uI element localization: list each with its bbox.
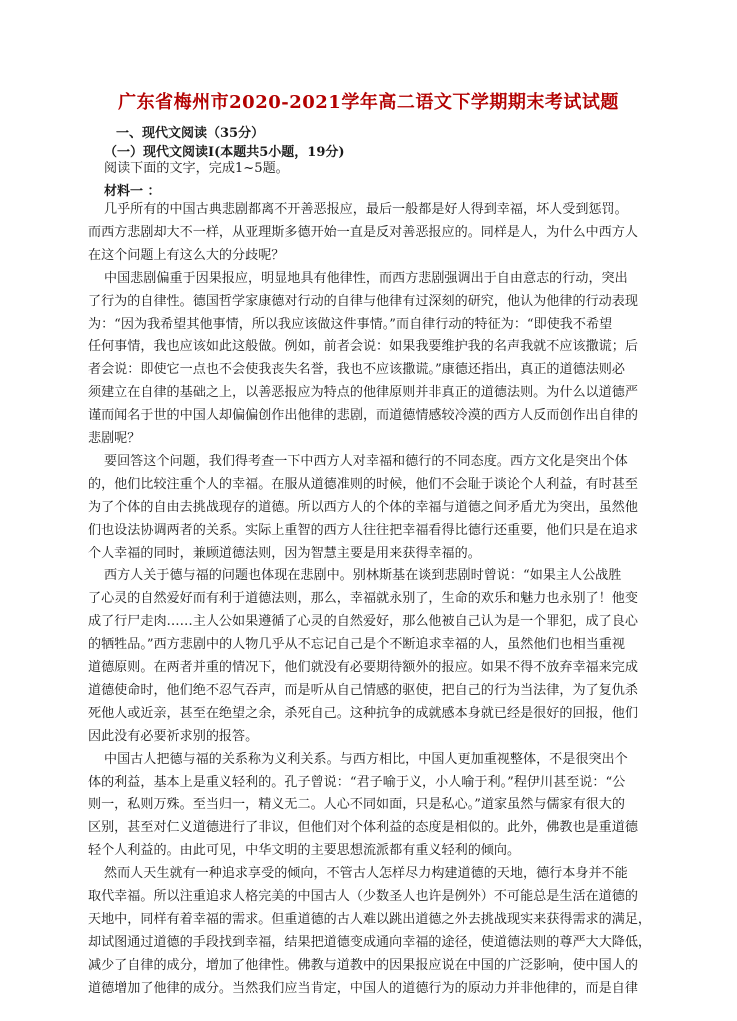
- text-line: 却试图通过道德的手段找到幸福，结果把道德变成通向幸福的途径，使道德法则的尊严大大降低，: [88, 934, 652, 950]
- text-line: 要回答这个问题，我们得考查一下中西方人对幸福和德行的不同态度。西方文化是突出个体: [104, 453, 628, 469]
- text-line: 区别，甚至对仁义道德进行了非议，但他们对个体利益的态度是相似的。此外，佛教也是重道德: [88, 820, 638, 836]
- text-line: 悲剧呢？: [88, 431, 141, 446]
- text-line: 在这个问题上有这么大的分歧呢？: [88, 247, 285, 263]
- document-title: 广东省梅州市2020-2021学年高二语文下学期期末考试试题: [118, 92, 619, 113]
- text-line: 的牺牲品。”西方悲剧中的人物几乎从不忘记自己是个不断追求幸福的人，虽然他们也相当重视: [88, 637, 625, 653]
- text-line: 几乎所有的中国古典悲剧都离不开善恶报应，最后一般都是好人得到幸福，坏人受到惩罚。: [104, 202, 628, 217]
- text-line: 减少了自律的成分，增加了他律性。佛教与道教中的因果报应说在中国的广泛影响，使中国人的: [88, 957, 638, 973]
- text-line: 轻个人利益的。由此可见，中华文明的主要思想流派都有重义轻利的倾向。: [88, 843, 521, 859]
- text-line: 道德原则。在两者并重的情况下，他们就没有必要期待额外的报应。如果不得不放弃幸福来完成: [88, 660, 638, 675]
- text-line: 西方人关于德与福的问题也体现在悲剧中。别林斯基在谈到悲剧时曾说：“如果主人公战胜: [104, 568, 622, 584]
- instruction-text: 阅读下面的文字，完成1~5题。: [104, 161, 289, 176]
- text-line: 们也设法协调两者的关系。实际上重智的西方人往往把幸福看得比德行还重要，他们只是在追求: [88, 522, 638, 538]
- text-line: 中国悲剧偏重于因果报应，明显地具有他律性，而西方悲剧强调出于自由意志的行动，突出: [104, 270, 628, 286]
- text-line: 谨而闻名于世的中国人却偏偏创作出他律的悲剧，而道德情感较冷漠的西方人反而创作出自律的: [88, 408, 638, 424]
- text-line: 者会说：即使它一点也不会使我丧失名誉，我也不应该撒谎。”康德还指出，真正的道德法则必: [88, 362, 625, 378]
- text-line: 死他人或近亲，甚至在绝望之余，杀死自己。这种抗争的成就感本身就已经是很好的回报，他们: [88, 705, 638, 721]
- text-line: 了心灵的自然爱好而有利于道德法则，那么，幸福就永别了，生命的欢乐和魅力也永别了！他变: [88, 591, 638, 607]
- text-line: 因此没有必要祈求别的报答。: [88, 728, 259, 744]
- text-line: 而西方悲剧却大不一样，从亚理斯多德开始一直是反对善恶报应的。同样是人，为什么中西方人: [88, 224, 638, 240]
- text-line: 天地中，同样有着幸福的需求。但重道德的古人难以跳出道德之外去挑战现实来获得需求的满足，: [88, 911, 652, 927]
- text-line: 道德增加了他律的成分。当然我们应当肯定，中国人的道德行为的原动力并非他律的，而是自律: [88, 980, 638, 996]
- text-line: 为了个体的自由去挑战现存的道德。所以西方人的个体的幸福与道德之间矛盾尤为突出，虽然他: [88, 499, 638, 515]
- text-line: 的，他们比较注重个人的幸福。在服从道德准则的时候，他们不会耻于谈论个人利益，有时甚至: [88, 476, 638, 492]
- text-line: 了行为的自律性。德国哲学家康德对行动的自律与他律有过深刻的研究，他认为他律的行动表现: [88, 293, 638, 309]
- text-line: 体的利益，基本上是重义轻利的。孔子曾说：“君子喻于义，小人喻于利。”程伊川甚至说：“公: [88, 774, 626, 790]
- text-line: 任何事情，我也应该如此这般做。例如，前者会说：如果我要维护我的名声我就不应该撒谎；后: [88, 339, 638, 355]
- text-line: 然而人天生就有一种追求享受的倾向，不管古人怎样尽力构建道德的天地，德行本身并不能: [104, 866, 628, 882]
- material-label: 材料一 ：: [104, 184, 161, 199]
- text-line: 取代幸福。所以注重追求人格完美的中国古人（少数圣人也许是例外）不可能总是生活在道德的: [88, 889, 638, 904]
- text-line: 中国古人把德与福的关系称为义利关系。与西方相比，中国人更加重视整体，不是很突出个: [104, 751, 628, 767]
- subsection-heading: （一）现代文阅读Ⅰ(本题共5小题，19分): [104, 145, 345, 160]
- text-line: 为：“因为我希望其他事情，所以我应该做这件事情。”而自律行动的特征为：“即使我不希望: [88, 316, 613, 332]
- section-heading: 一、现代文阅读（35分）: [116, 126, 265, 141]
- text-line: 则一，私则万殊。至当归一，精义无二。人心不同如面，只是私心。”道家虽然与儒家有很大的: [88, 797, 625, 813]
- text-line: 成了行尸走肉……主人公如果遵循了心灵的自然爱好，那么他被自己认为是一个罪犯，成了良心: [88, 614, 638, 630]
- text-line: 须建立在自律的基础之上，以善恶报应为特点的他律原则并非真正的道德法则。为什么以道德严: [88, 385, 638, 401]
- text-line: 道德使命时，他们绝不忍气吞声，而是听从自己情感的驱使，把自己的行为当法律，为了复仇杀: [88, 682, 638, 698]
- text-line: 个人幸福的同时，兼顾道德法则，因为智慧主要是用来获得幸福的。: [88, 545, 481, 561]
